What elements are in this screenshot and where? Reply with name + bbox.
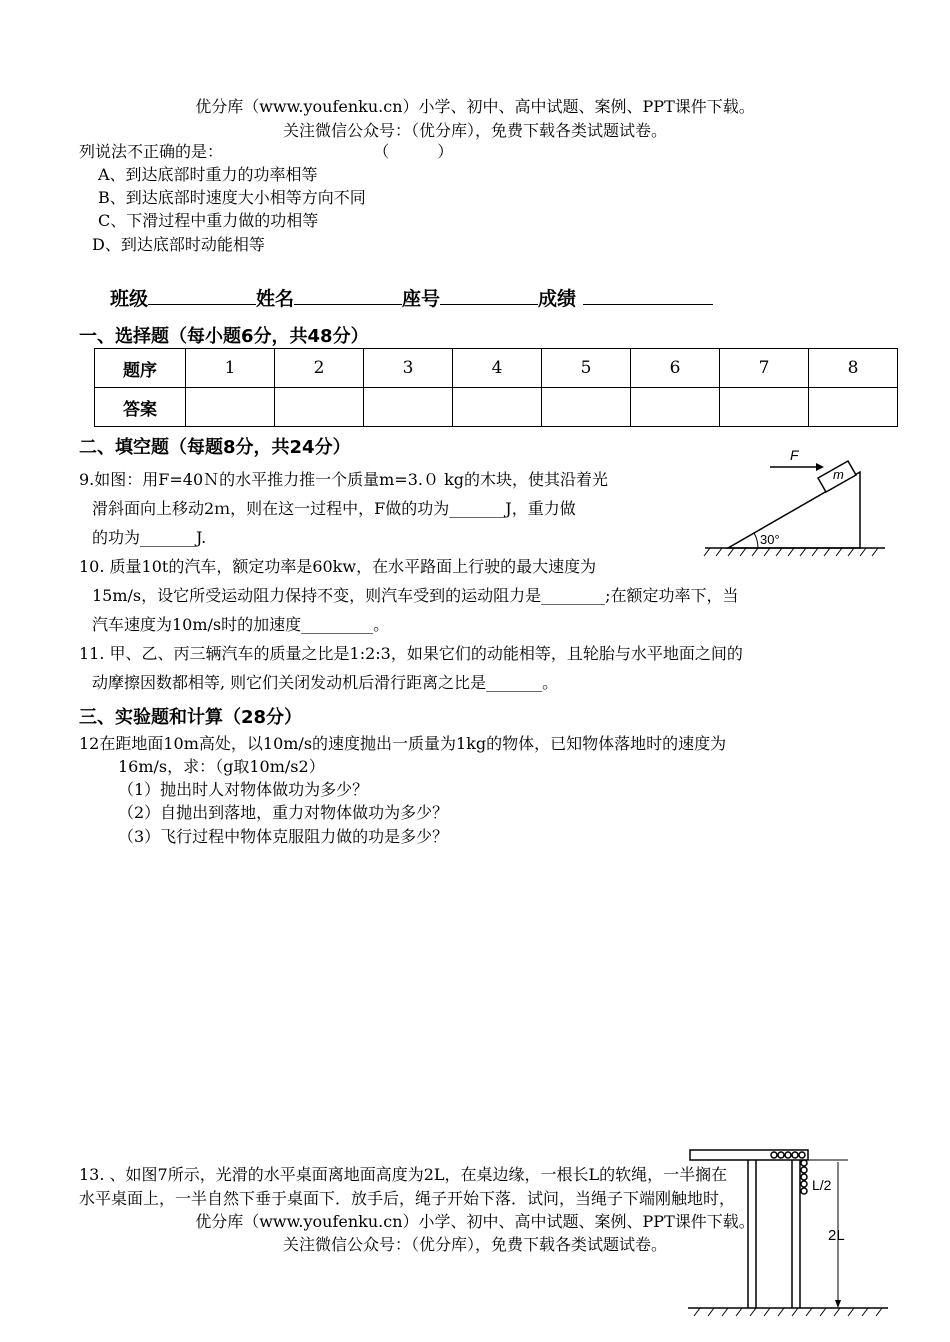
answer-cell[interactable] [542, 388, 631, 427]
seat-label: 座号 [402, 288, 441, 310]
section2-title: 二、填空题（每题8分，共24分） [79, 437, 351, 458]
footer-line-1: 优分库（www.youfenku.cn）小学、初中、高中试题、案例、PPT课件下载。 [195, 1212, 755, 1231]
q12-line-1: 12在距地面10m高处，以10m/s的速度抛出一质量为1kg的物体，已知物体落地时的速度为 [79, 734, 727, 753]
class-blank[interactable] [148, 304, 256, 305]
table-cell: 1 [186, 349, 275, 388]
student-info [110, 284, 713, 311]
q8-option-d: D、到达底部时动能相等 [92, 235, 265, 254]
class-label: 班级 [110, 288, 149, 310]
force-arrow-head [816, 463, 824, 471]
name-blank[interactable] [294, 304, 402, 305]
q8-option-a: A、到达底部时重力的功率相等 [98, 165, 318, 184]
q12-sub-3: （3）飞行过程中物体克服阻力做的功是多少？ [118, 827, 449, 846]
table-cell: 5 [542, 349, 631, 388]
header-line-2: 关注微信公众号：（优分库），免费下载各类试题试卷。 [282, 121, 667, 140]
ground-hatch [704, 548, 878, 556]
score-blank[interactable] [583, 304, 713, 305]
q12-sub-2: （2）自抛出到落地，重力对物体做功为多少？ [118, 803, 449, 822]
table-row [95, 349, 898, 388]
table-cell: 7 [720, 349, 809, 388]
height-label: 2L [828, 1227, 845, 1244]
q11-line-1: 11. 甲、乙、丙三辆汽车的质量之比是1:2:3，如果它们的动能相等，且轮胎与水平地面之间的 [79, 644, 743, 663]
q10-line-2: 15m/s，设它所受运动阻力保持不变，则汽车受到的运动阻力是________;在额定功率下，当 [92, 586, 739, 605]
q8-stem [79, 139, 453, 162]
q8-answer-paren: （ ） [373, 142, 454, 161]
q10-line-1: 10. 质量10t的汽车，额定功率是60kw，在水平路面上行驶的最大速度为 [79, 557, 597, 576]
q12-line-2: 16m/s，求：（g取10m/s2） [118, 757, 325, 776]
q10-line-3: 汽车速度为10m/s时的加速度_________。 [92, 615, 390, 634]
answer-cell[interactable] [364, 388, 453, 427]
q8-stem-text: 列说法不正确的是： [79, 142, 224, 161]
section3-title: 三、实验题和计算（28分） [79, 707, 303, 728]
answer-cell[interactable] [809, 388, 898, 427]
row-label-answer: 答案 [95, 388, 186, 427]
table-cell: 4 [453, 349, 542, 388]
table-cell: 6 [631, 349, 720, 388]
name-label: 姓名 [256, 288, 295, 310]
floor-hatch [694, 1308, 882, 1316]
force-label: F [790, 447, 799, 463]
q11-line-2: 动摩擦因数都相等, 则它们关闭发动机后滑行距离之比是_______。 [92, 673, 559, 692]
q13-line-2: 水平桌面上，一半自然下垂于桌面下．放手后，绳子开始下落．试问，当绳子下端刚触地时， [79, 1189, 736, 1208]
answer-cell[interactable] [186, 388, 275, 427]
q8-option-b: B、到达底部时速度大小相等方向不同 [98, 188, 366, 207]
mass-label: m [833, 467, 844, 482]
table-cell: 3 [364, 349, 453, 388]
q8-option-c: C、下滑过程中重力做的功相等 [98, 211, 319, 230]
q13-line-1: 13. 、如图7所示，光滑的水平桌面离地面高度为2L，在桌边缘，一根长L的软绳，一半搁在 [79, 1165, 728, 1184]
incline-figure [700, 440, 890, 562]
footer-line-2: 关注微信公众号：（优分库），免费下载各类试题试卷。 [282, 1235, 667, 1254]
table-row [95, 388, 898, 427]
angle-label: 30° [760, 532, 780, 547]
answer-cell[interactable] [453, 388, 542, 427]
seat-blank[interactable] [440, 304, 538, 305]
q12-sub-1: （1）抛出时人对物体做功为多少？ [118, 780, 369, 799]
table-cell: 8 [809, 349, 898, 388]
answer-table [94, 348, 898, 427]
rope [771, 1152, 807, 1194]
dim-arrow-head [835, 1300, 841, 1308]
row-label-order: 题序 [95, 349, 186, 388]
header-line-1: 优分库（www.youfenku.cn）小学、初中、高中试题、案例、PPT课件下载。 [195, 97, 755, 116]
table-cell: 2 [275, 349, 364, 388]
answer-cell[interactable] [275, 388, 364, 427]
score-label: 成绩 [538, 288, 577, 310]
answer-cell[interactable] [631, 388, 720, 427]
half-label: L/2 [812, 1177, 832, 1193]
q9-line-2: 滑斜面向上移动2ｍ，则在这一过程中，F做的功为_______J，重力做 [92, 499, 576, 518]
angle-arc [754, 533, 758, 548]
q9-line-1: 9.如图：用F=40Ｎ的水平推力推一个质量m=3.０ kg的木块，使其沿着光 [79, 470, 609, 489]
answer-cell[interactable] [720, 388, 809, 427]
q9-line-3: 的功为_______J. [92, 528, 207, 547]
section1-title: 一、选择题（每小题6分，共48分） [79, 326, 369, 347]
